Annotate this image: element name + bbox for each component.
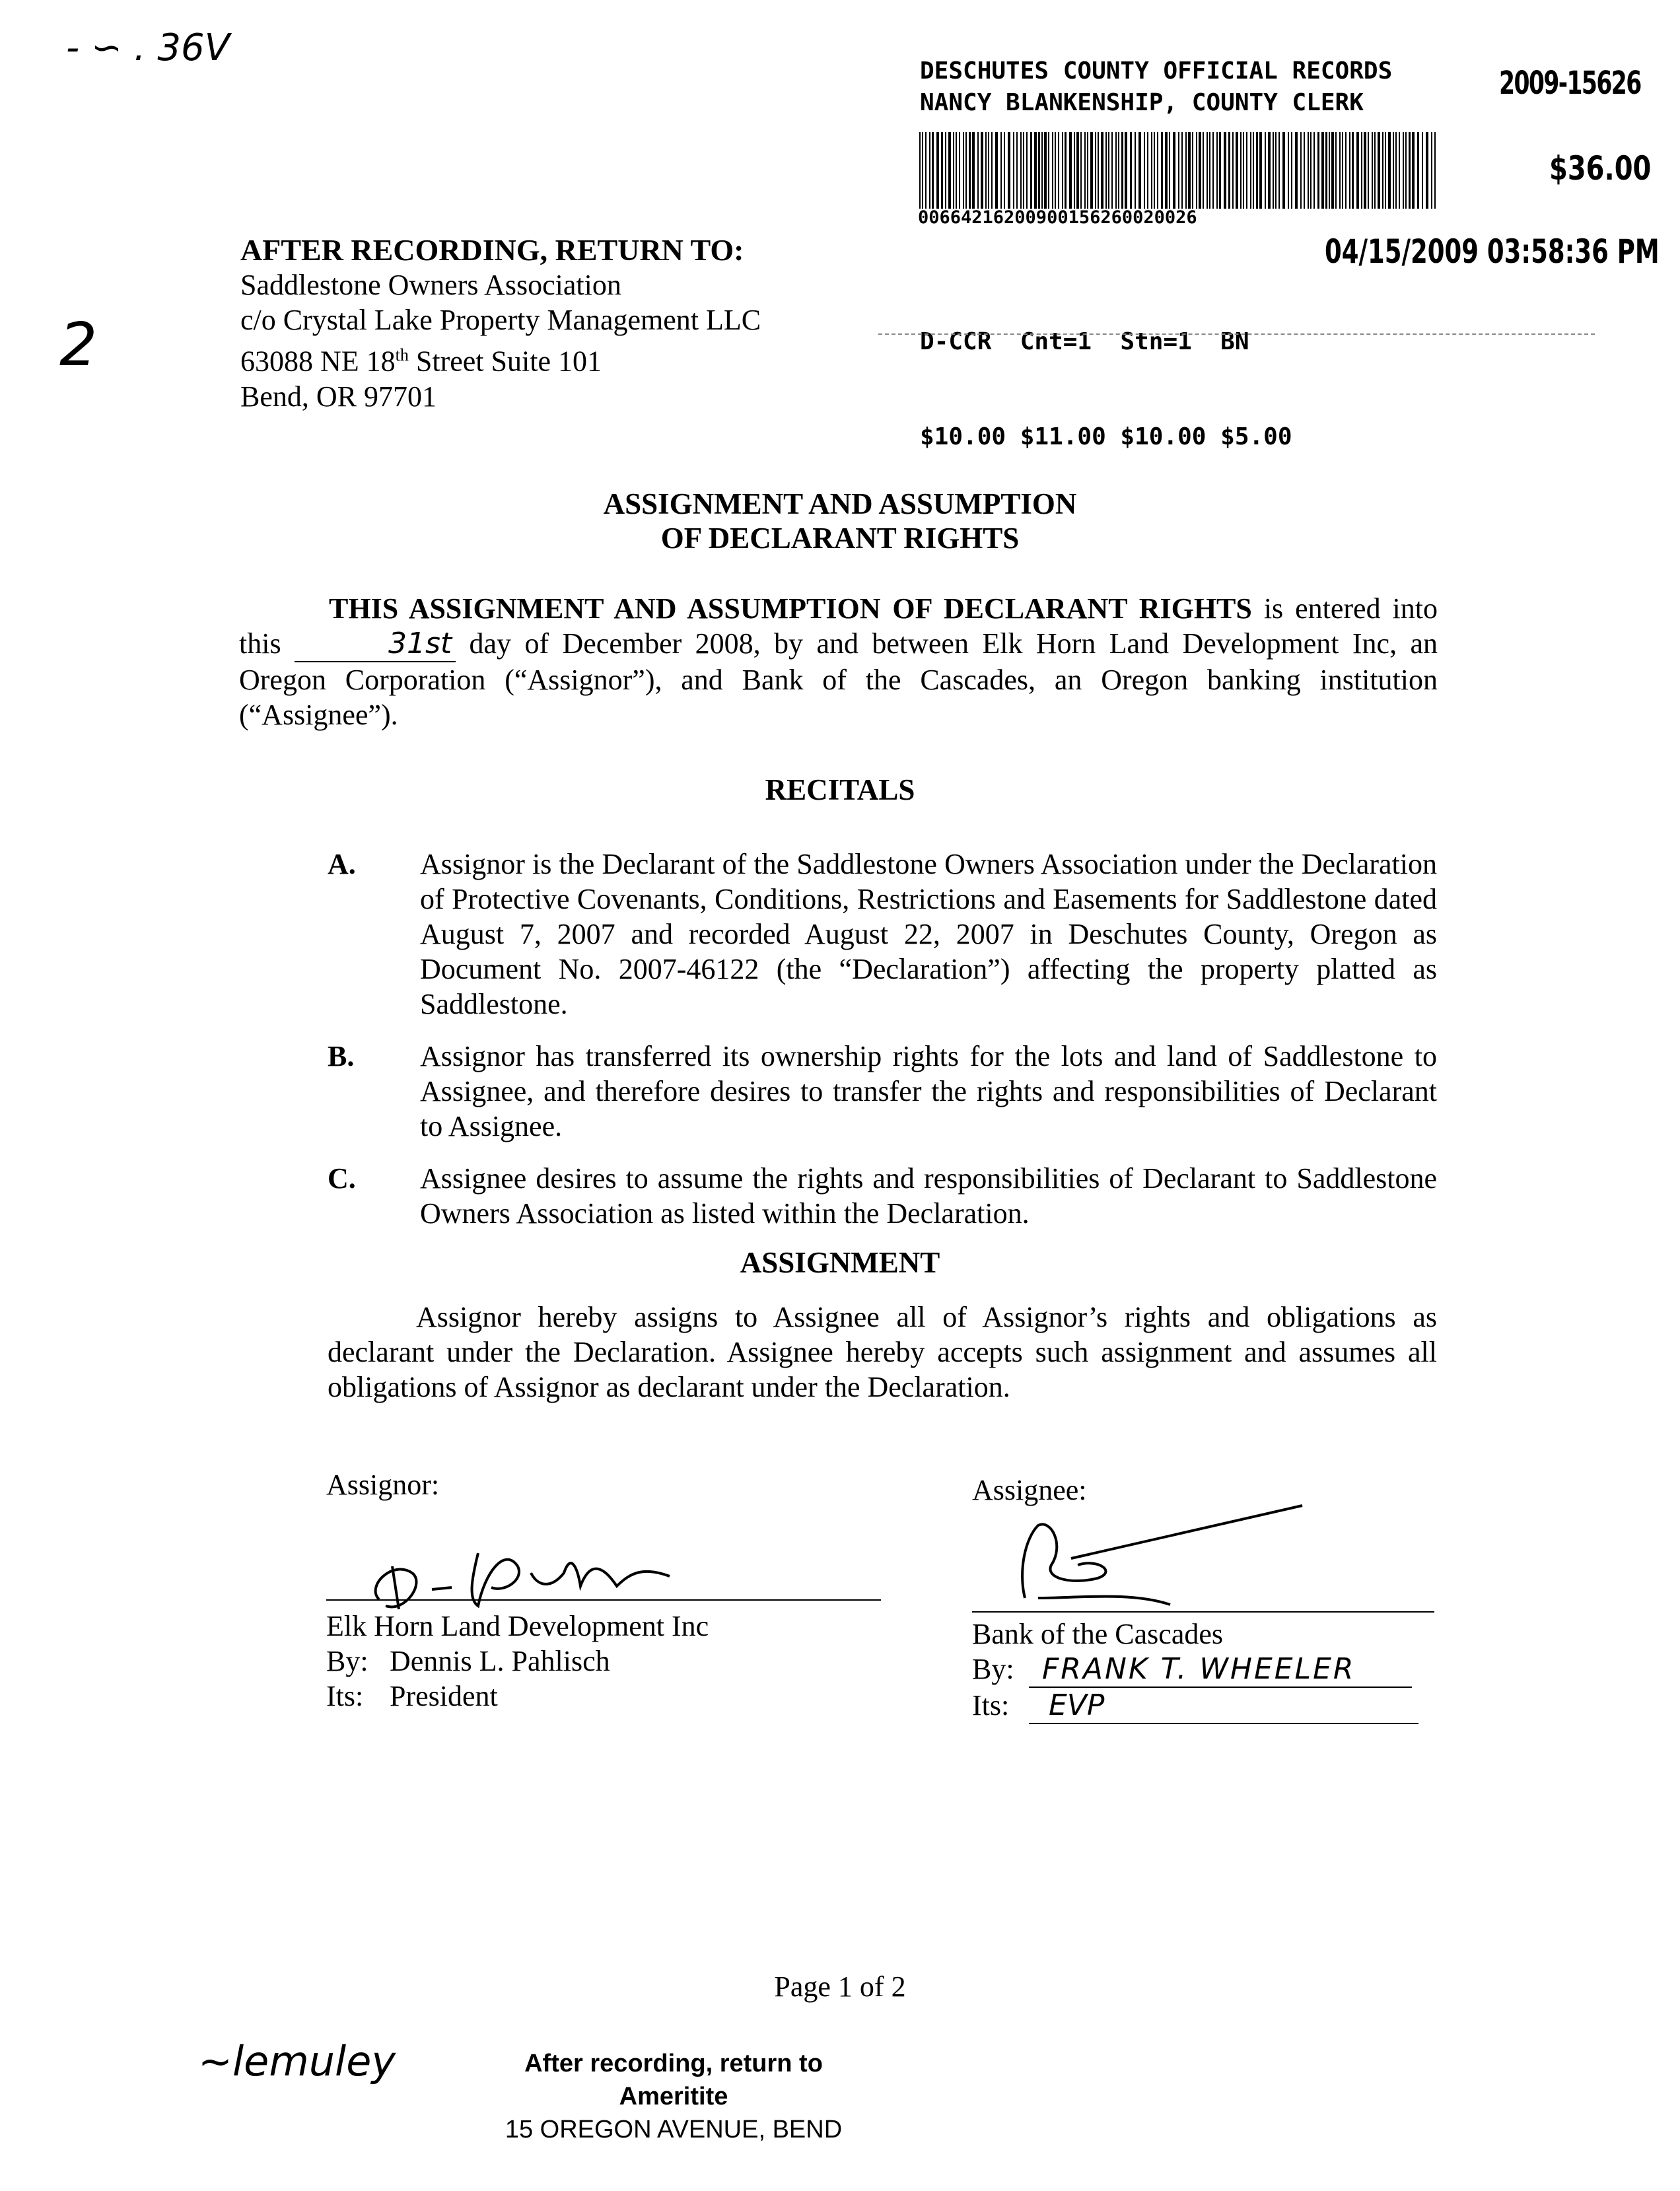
barcode-bar [1295,132,1298,209]
barcode-bar [977,132,979,209]
barcode-bar [1000,132,1002,209]
barcode-bar [919,132,921,209]
barcode-bar [1361,132,1362,209]
handwritten-day: 31st [295,626,456,662]
barcode-bar [1135,132,1136,209]
assignment-text: Assignor hereby assigns to Assignee all of Assignor’s rights and obligations as declarant under the Declaration. Assignee hereby accepts such assignment and assumes all obligations of Assignor as declarant under the Declaration. [328,1301,1437,1403]
assignment-heading: ASSIGNMENT [740,1246,940,1279]
assignor-signature-line [326,1599,881,1601]
barcode-bar [1098,132,1099,209]
barcode-bar [1181,132,1183,209]
assignor-by-row [326,1644,709,1679]
recital-text: Assignor has transferred its ownership rights for the lots and land of Saddlestone to Assignee, and therefore desires to transfer the rights and responsibilities of Declarant to Assignee. [420,1040,1437,1142]
barcode-bar [1121,132,1123,209]
barcode-bar [953,132,954,209]
assignor-its-title: President [390,1680,498,1712]
barcode-bar [948,132,951,209]
intro-bold-lead: THIS ASSIGNMENT AND ASSUMPTION OF DECLARANT RIGHTS [329,592,1252,625]
barcode-bar [1368,132,1369,209]
barcode-bar [1118,132,1119,209]
barcode-bar [1108,132,1109,209]
barcode-bar [1154,132,1155,209]
barcode-bar [1013,132,1014,209]
barcode-bar [1076,132,1079,209]
barcode-bar [1048,132,1049,209]
barcode-bar [1130,132,1132,209]
barcode-bar [1335,132,1337,209]
barcode-bar [1349,132,1350,209]
fee-amounts-line: $10.00 $11.00 $10.00 $5.00 [920,423,1292,450]
recital-text: Assignee desires to assume the rights and responsibilities of Declarant to Saddlestone Owners Association as listed within the Declaration. [420,1162,1437,1230]
barcode-bar [1385,132,1386,209]
intro-paragraph [239,591,1438,732]
barcode-bar [1034,132,1037,209]
barcode-bar [969,132,971,209]
barcode-bar [1256,132,1258,209]
county-records-line: DESCHUTES COUNTY OFFICIAL RECORDS [920,57,1393,85]
barcode-bar [995,132,998,209]
barcode-bar [1310,132,1312,209]
barcode-bar [1393,132,1394,209]
barcode-bar [1065,132,1067,209]
recording-total-fee: $36.00 [1549,149,1652,188]
barcode-bar [1207,132,1208,209]
barcode-bar [1232,132,1234,209]
assignee-entity: Bank of the Cascades [972,1618,1223,1650]
barcode-bar [1161,132,1163,209]
barcode-bar [1417,132,1419,209]
barcode-bar [1300,132,1302,209]
barcode-bar [1243,132,1244,209]
barcode-bar [922,132,923,209]
assignee-signature [998,1499,1342,1618]
barcode-bar [1278,132,1280,209]
barcode-bar [1030,132,1032,209]
handwritten-bottom-note: ~lemuley [198,2037,396,2085]
barcode-bar [1169,132,1170,209]
barcode-bar [1426,132,1428,209]
barcode-bar [1253,132,1254,209]
barcode-bar [1196,132,1197,209]
barcode-bar [1095,132,1096,209]
barcode-bar [1364,132,1366,209]
barcode-bar [1111,132,1113,209]
barcode-bar [1212,132,1214,209]
recital-letter: C. [328,1162,356,1195]
barcode-bar [972,132,975,209]
barcode-bar [1080,132,1082,209]
barcode-bar [1240,132,1242,209]
barcode-bar [1069,132,1072,209]
barcode-bar [1395,132,1397,209]
barcode-bar [1268,132,1271,209]
barcode-bar [1291,132,1292,209]
barcode-bar [1382,132,1383,209]
barcode-bar [1339,132,1341,209]
barcode-bar [1101,132,1103,209]
barcode-bar [1308,132,1309,209]
barcode-bar [1304,132,1305,209]
barcode-bar [956,132,957,209]
barcode-bar [1342,132,1343,209]
barcode-bar [925,132,927,209]
return-stamp-line-2: Ameritite [619,2083,728,2110]
barcode-bar [981,132,983,209]
barcode-bar [1374,132,1376,209]
barcode-bar [1388,132,1391,209]
street-rest: Street Suite 101 [408,345,602,378]
assignor-its-label: Its: [326,1680,364,1712]
barcode-bar [1151,132,1152,209]
barcode-bar [1275,132,1277,209]
barcode-bar [1044,132,1047,209]
barcode-bar [959,132,960,209]
barcode-bar [1178,132,1179,209]
barcode-bar [1157,132,1158,209]
barcode-bar [1329,132,1330,209]
street-suffix-sup: th [395,345,409,365]
barcode-bar [1016,132,1018,209]
barcode-bar [1087,132,1088,209]
intro-text-b: day of December 2008, by and between Elk Horn Land Development Inc, an Oregon Corporation (“Assignor”), and Bank of the Cascades, an Oregon banking institution (“Assignee”). [239,627,1438,731]
barcode-bar [1115,132,1117,209]
barcode-bar [929,132,930,209]
assignee-label: Assignee: [972,1474,1087,1506]
barcode-bar [1216,132,1218,209]
assignor-details [326,1609,709,1714]
barcode-bar [1004,132,1005,209]
barcode-bar [1321,132,1324,209]
street-number: 63088 NE 18 [240,345,396,378]
assignee-by-label: By: [972,1653,1014,1685]
barcode-bar [1412,132,1415,209]
return-line-4: Bend, OR 97701 [240,380,437,413]
barcode-bar [1246,132,1247,209]
assignee-its-label: Its: [972,1689,1010,1722]
barcode-bar [1090,132,1093,209]
return-address-block [240,232,761,414]
barcode-bar [1288,132,1289,209]
barcode-bar [1192,132,1193,209]
barcode-bar [1331,132,1334,209]
assignor-label: Assignor: [326,1469,440,1501]
barcode-bar [988,132,989,209]
barcode-bar [1055,132,1056,209]
barcode-bar [965,132,967,209]
recital-item [328,1039,1437,1144]
return-line-2: c/o Crystal Lake Property Management LLC [240,304,761,336]
barcode-bar [1422,132,1423,209]
recording-document-number: 2009-15626 [1499,65,1641,102]
barcode-bar [1138,132,1141,209]
return-stamp-line-1: After recording, return to [524,2050,823,2077]
barcode-bar [1052,132,1053,209]
return-stamp-line-3: 15 OREGON AVENUE, BEND [505,2116,843,2143]
barcode-bar [985,132,987,209]
barcode-bar [1147,132,1148,209]
barcode-bar [1185,132,1187,209]
intro-text-a: is entered into this [239,592,1438,660]
assignee-its-title: EVP [1029,1688,1418,1724]
barcode-bar [1219,132,1221,209]
barcode-digits: 00664216200900156260020026 [918,207,1197,228]
barcode-bar [1409,132,1411,209]
assignee-by-row [972,1652,1418,1688]
barcode-bar [1199,132,1201,209]
recital-letter: B. [328,1040,355,1072]
barcode-bar [1062,132,1063,209]
barcode-bar [1403,132,1404,209]
fee-codes-line: D-CCR Cnt=1 Stn=1 BN [920,328,1249,355]
barcode-bar [1228,132,1230,209]
barcode-bar [1125,132,1127,209]
title-line-1: ASSIGNMENT AND ASSUMPTION [603,487,1077,520]
barcode-bar [1165,132,1168,209]
assignor-by-name: Dennis L. Pahlisch [390,1645,610,1677]
handwritten-top-note: - ∽ . 36V [66,26,230,69]
barcode-bar [1074,132,1075,209]
assignee-its-row [972,1688,1418,1724]
barcode-bar [1084,132,1086,209]
recording-barcode [918,132,1440,209]
barcode-bar [1008,132,1010,209]
barcode-bar [1273,132,1274,209]
page-number: Page 1 of 2 [774,1970,906,2003]
barcode-bar [1325,132,1327,209]
return-line-3 [240,337,761,379]
document-title [0,487,1680,555]
barcode-bar [945,132,946,209]
barcode-bar [1399,132,1400,209]
barcode-bar [1144,132,1145,209]
assignor-entity: Elk Horn Land Development Inc [326,1610,709,1642]
barcode-bar [1250,132,1251,209]
barcode-bar [1209,132,1210,209]
barcode-bar [1265,132,1266,209]
barcode-bar [1356,132,1359,209]
recording-datetime: 04/15/2009 03:58:36 PM [1325,232,1660,271]
barcode-bar [1282,132,1285,209]
barcode-bar [1434,132,1436,209]
barcode-bar [1026,132,1028,209]
barcode-bar [1405,132,1407,209]
county-clerk-line: NANCY BLANKENSHIP, COUNTY CLERK [920,89,1364,116]
barcode-bar [1203,132,1204,209]
return-heading: AFTER RECORDING, RETURN TO: [240,233,744,267]
barcode-bar [1058,132,1059,209]
barcode-bar [1038,132,1040,209]
barcode-bar [1041,132,1043,209]
barcode-bar [932,132,934,209]
barcode-bar [1259,132,1262,209]
barcode-bar [1352,132,1354,209]
barcode-bar [1224,132,1226,209]
assignee-details [972,1617,1418,1724]
barcode-bar [1105,132,1107,209]
return-stamp [462,2047,885,2146]
assignee-by-name: FRANK T. WHEELER [1029,1652,1412,1688]
recital-text: Assignor is the Declarant of the Saddlestone Owners Association under the Declaration of Protective Covenants, Conditions, Restrictions and Easements for Saddlestone dated August 7, 2007 and recorded August 22, 2007 in Deschutes County, Oregon as Document No. 2007-46122 (the “Declaration”) affecting the property platted as Saddlestone. [420,848,1437,1020]
recital-item [328,847,1437,1022]
barcode-bar [1173,132,1175,209]
barcode-bar [1345,132,1347,209]
barcode-bar [1317,132,1319,209]
barcode-bar [1378,132,1380,209]
barcode-bar [936,132,939,209]
barcode-bar [1020,132,1022,209]
recital-item [328,1161,1437,1231]
recording-fee-codes [920,263,1292,485]
recital-letter: A. [328,848,356,880]
barcode-bar [963,132,964,209]
return-line-1: Saddlestone Owners Association [240,269,621,301]
assignor-its-row [326,1679,709,1714]
barcode-bar [1431,132,1432,209]
assignor-by-label: By: [326,1645,368,1677]
assignment-paragraph [328,1300,1437,1405]
stamp-divider [878,333,1595,335]
barcode-bar [1236,132,1238,209]
barcode-bar [991,132,993,209]
barcode-bar [941,132,943,209]
title-line-2: OF DECLARANT RIGHTS [660,522,1020,555]
barcode-bar [1023,132,1024,209]
barcode-bar [1313,132,1315,209]
recording-header [920,55,1392,119]
barcode-bar [1372,132,1373,209]
handwritten-margin-mark: 2 [59,310,98,380]
assignee-signature-line [972,1611,1434,1613]
barcode-bar [1188,132,1191,209]
recitals-heading: RECITALS [765,773,915,806]
